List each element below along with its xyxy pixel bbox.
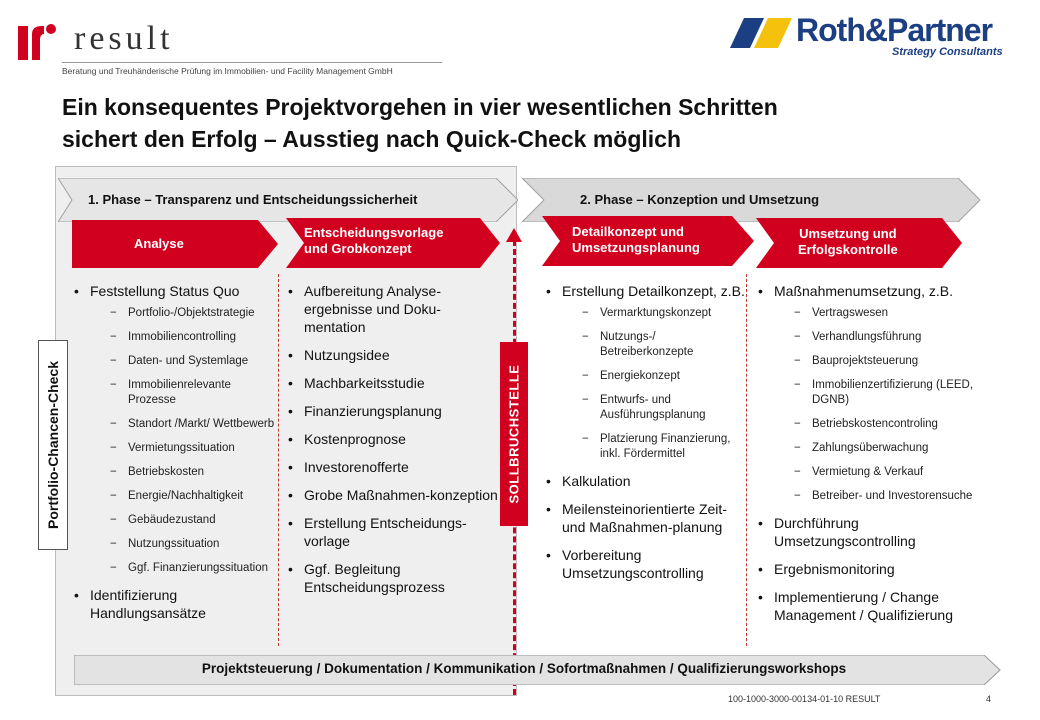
sub-list-item: − Portfolio-/Objektstrategie [90, 306, 278, 321]
list-item: • Vorbereitung Umsetzungscontrolling [542, 546, 746, 582]
bullet-list [284, 282, 500, 596]
sub-list-item: − Energiekonzept [562, 369, 746, 384]
list-item: • Finanzierungsplanung [284, 402, 500, 420]
page-title-line-1: Ein konsequentes Projektvorgehen in vier wesentlichen Schritten [62, 94, 778, 120]
list-item: • Investorenofferte [284, 458, 500, 476]
step-detailkonzept-label [572, 224, 700, 256]
sollbruchstelle-label: SOLLBRUCHSTELLE [506, 364, 522, 504]
sub-list [562, 306, 746, 462]
list-item: • Machbarkeitsstudie [284, 374, 500, 392]
step-entscheidungsvorlage-line-2: und Grobkonzept [304, 241, 412, 256]
list-item-text: Erstellung Detailkonzept, z.B. [562, 283, 745, 299]
list-item: • Ggf. Begleitung Entscheidungsprozess [284, 560, 500, 596]
sub-list-item: − Vermietungssituation [90, 441, 278, 456]
footer-document-code: 100-1000-3000-00134-01-10 RESULT [728, 694, 881, 704]
result-logo-rule [62, 62, 442, 63]
sub-list-item: − Daten- und Systemlage [90, 354, 278, 369]
result-logo-icon [18, 20, 58, 64]
sub-list-item: − Immobilienrelevante Prozesse [90, 378, 278, 408]
roth-partner-logo-text: Roth&Partner [796, 12, 993, 48]
sub-list-item: − Betriebskostencontroling [774, 417, 990, 432]
list-item-text: Maßnahmenumsetzung, z.B. [774, 283, 953, 299]
list-item: • Ergebnismonitoring [754, 560, 990, 578]
list-item: • Grobe Maßnahmen-konzeption [284, 486, 500, 504]
list-item: • Kostenprognose [284, 430, 500, 448]
phase-1-label: 1. Phase – Transparenz und Entscheidungssicherheit [88, 192, 418, 207]
sub-list-item: − Bauprojektsteuerung [774, 354, 990, 369]
column-entscheidungsvorlage [284, 282, 500, 606]
step-detailkonzept [542, 216, 754, 264]
footer-page-number: 4 [986, 694, 992, 704]
sollbruchstelle-box [500, 342, 528, 526]
list-item: • Kalkulation [542, 472, 746, 490]
portfolio-chancen-check-text: Portfolio-Chancen-Check [45, 361, 61, 530]
roth-partner-logo-subtitle: Strategy Consultants [892, 46, 1003, 58]
bottom-bar-label: Projektsteuerung / Dokumentation / Kommunikation / Sofortmaßnahmen / Qualifizierungsworkshops [201, 661, 847, 676]
step-entscheidungsvorlage [286, 218, 500, 266]
sub-list-item: − Vermietung & Verkauf [774, 465, 990, 480]
list-item: • Erstellung Entscheidungs-vorlage [284, 514, 500, 550]
roth-partner-stripes-icon [730, 18, 800, 48]
sub-list-item: − Betreiber- und Investorensuche [774, 489, 990, 504]
bullet-list [754, 282, 990, 624]
list-item [754, 282, 990, 504]
list-item: • Aufbereitung Analyse-ergebnisse und Doku-mentation [284, 282, 500, 336]
sub-list-item: − Zahlungsüberwachung [774, 441, 990, 456]
step-umsetzung [756, 218, 962, 266]
step-umsetzung-label [798, 226, 898, 258]
result-logo-text: result [74, 20, 174, 57]
sub-list-item: − Ggf. Finanzierungssituation [90, 561, 278, 576]
sub-list-item: − Standort /Markt/ Wettbewerb [90, 417, 278, 432]
bullet-list [542, 282, 746, 582]
column-divider-2 [746, 274, 747, 646]
result-logo [18, 18, 438, 78]
sub-list-item: − Energie/Nachhaltigkeit [90, 489, 278, 504]
step-entscheidungsvorlage-line-1: Entscheidungsvorlage [304, 225, 444, 240]
list-item: • Meilensteinorientierte Zeit- und Maßnahmen-planung [542, 500, 746, 536]
portfolio-chancen-check-label [38, 340, 68, 550]
sub-list-item: − Immobilienzertifizierung (LEED, DGNB) [774, 378, 990, 408]
arrow-up-icon [506, 228, 522, 242]
list-item: • Durchführung Umsetzungscontrolling [754, 514, 990, 550]
list-item [70, 586, 278, 622]
sub-list-item: − Platzierung Finanzierung, inkl. Fördermittel [562, 432, 746, 462]
step-entscheidungsvorlage-label [304, 225, 443, 257]
bottom-arrow-bar [74, 655, 1002, 685]
sub-list-item: − Vermarktungskonzept [562, 306, 746, 321]
column-divider-1 [278, 274, 279, 646]
step-detailkonzept-line-1: Detailkonzept und [572, 224, 684, 239]
sub-list-item: − Gebäudezustand [90, 513, 278, 528]
sub-list [774, 306, 990, 504]
sub-list [90, 306, 278, 576]
sub-list-item: − Nutzungssituation [90, 537, 278, 552]
list-item [70, 282, 278, 576]
step-detailkonzept-line-2: Umsetzungsplanung [572, 240, 700, 255]
sub-list-item: − Immobiliencontrolling [90, 330, 278, 345]
list-item: • Nutzungsidee [284, 346, 500, 364]
roth-partner-logo [730, 14, 1020, 64]
column-analyse [70, 282, 278, 632]
step-analyse-label: Analyse [134, 236, 184, 251]
sub-list-item: − Vertragswesen [774, 306, 990, 321]
sub-list-item: − Betriebskosten [90, 465, 278, 480]
column-umsetzung [754, 282, 990, 634]
list-item: • Implementierung / Change Management / Qualifizierung [754, 588, 990, 624]
step-umsetzung-line-2: Erfolgskontrolle [798, 242, 898, 257]
list-item [542, 282, 746, 462]
result-logo-subtitle: Beratung und Treuhänderische Prüfung im Immobilien- und Facility Management GmbH [62, 66, 393, 76]
page-title-line-2: sichert den Erfolg – Ausstieg nach Quick-Check möglich [62, 126, 682, 152]
list-item-text: Identifizierung Handlungsansätze [90, 587, 206, 621]
step-umsetzung-line-1: Umsetzung und [799, 226, 897, 241]
sub-list-item: − Verhandlungsführung [774, 330, 990, 345]
sub-list-item: − Nutzungs-/ Betreiberkonzepte [562, 330, 746, 360]
phase-1-chevron [58, 178, 518, 222]
list-item-text: Feststellung Status Quo [90, 283, 240, 299]
sub-list-item: − Entwurfs- und Ausführungsplanung [562, 393, 746, 423]
step-analyse [72, 220, 278, 268]
phase-2-label: 2. Phase – Konzeption und Umsetzung [580, 192, 820, 207]
column-detailkonzept [542, 282, 746, 592]
